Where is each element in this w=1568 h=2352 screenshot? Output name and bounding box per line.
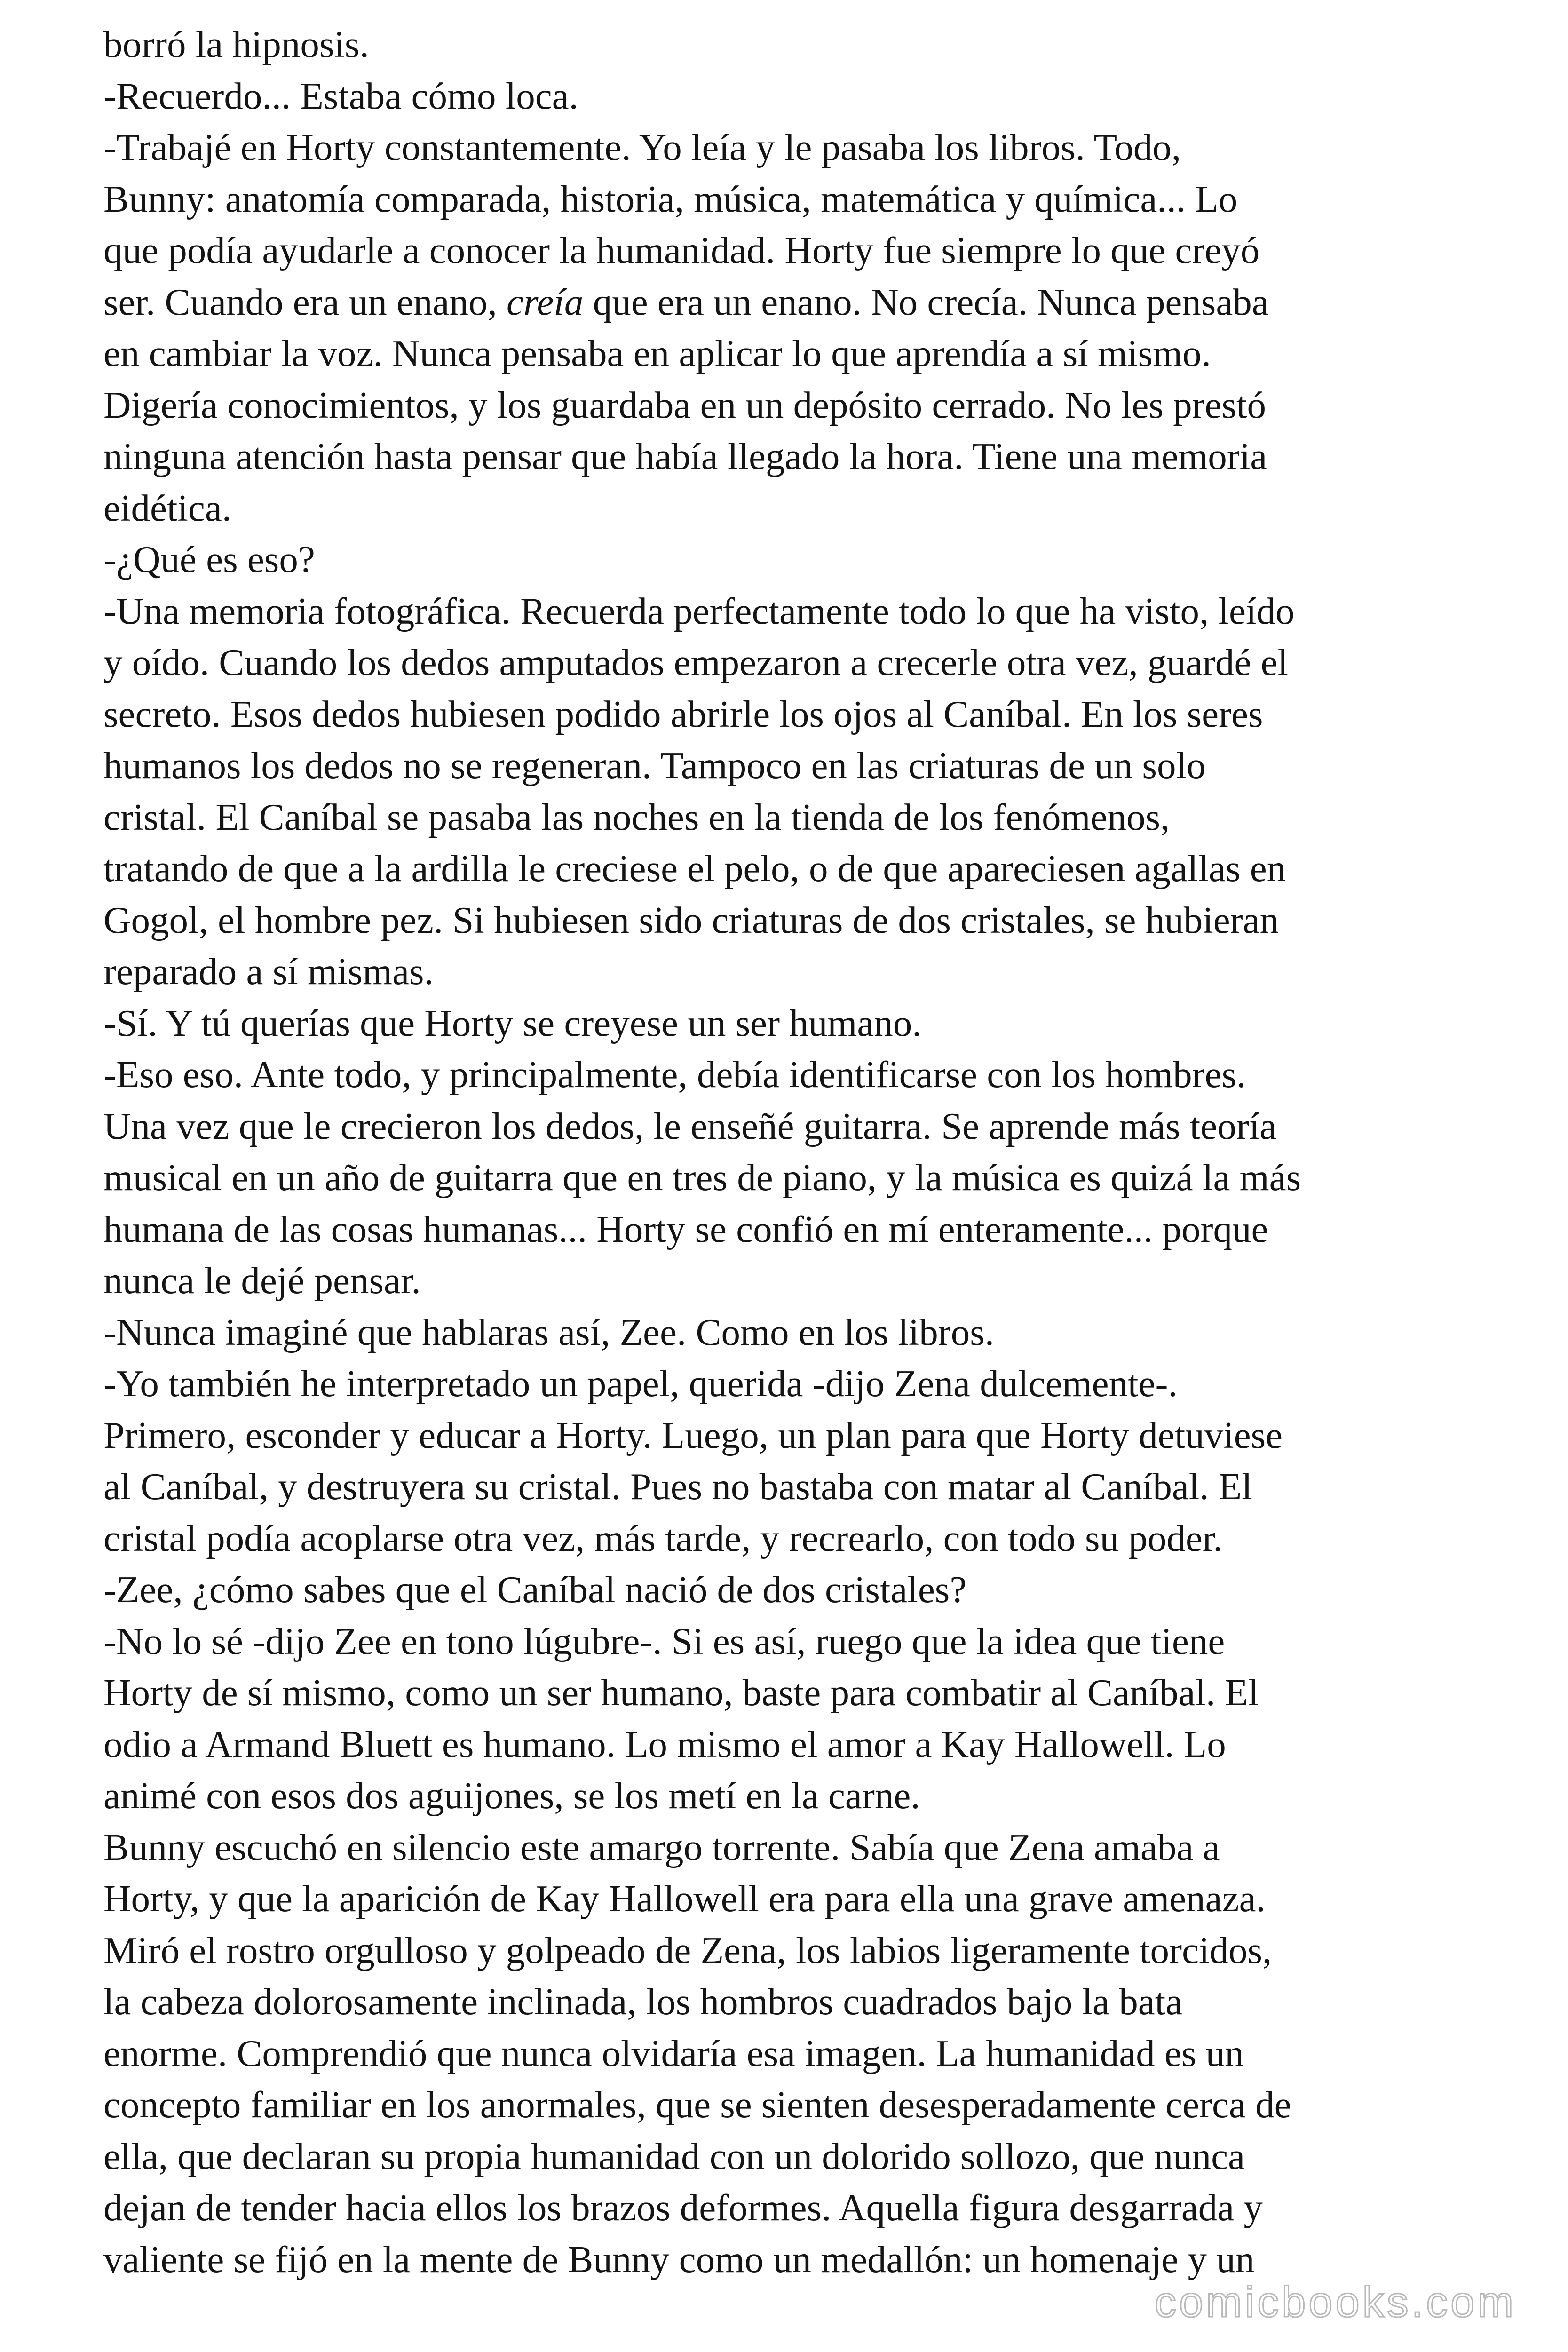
text-line: borró la hipnosis. bbox=[103, 23, 369, 65]
text-line: -Yo también he interpretado un papel, querida -dijo Zena dulcemente-. bbox=[103, 1362, 1178, 1405]
text-line: Horty de sí mismo, como un ser humano, baste para combatir al Caníbal. El bbox=[103, 1671, 1259, 1714]
text-segment: ser. Cuando era un enano, bbox=[103, 280, 507, 323]
text-segment: que era un enano. No crecía. Nunca pensaba bbox=[583, 280, 1269, 323]
text-line: -Sí. Y tú querías que Horty se creyese un ser humano. bbox=[103, 1001, 922, 1044]
text-line: -¿Qué es eso? bbox=[103, 538, 315, 580]
text-line: Bunny: anatomía comparada, historia, música, matemática y química... Lo bbox=[103, 177, 1238, 220]
text-line: -No lo sé -dijo Zee en tono lúgubre-. Si es así, ruego que la idea que tiene bbox=[103, 1620, 1225, 1662]
text-line: Digería conocimientos, y los guardaba en un depósito cerrado. No les prestó bbox=[103, 383, 1267, 426]
text-line: -Una memoria fotográfica. Recuerda perfectamente todo lo que ha visto, leído bbox=[103, 589, 1295, 632]
text-line: la cabeza dolorosamente inclinada, los hombros cuadrados bajo la bata bbox=[103, 1980, 1183, 2023]
text-line: al Caníbal, y destruyera su cristal. Pues no bastaba con matar al Caníbal. El bbox=[103, 1465, 1252, 1508]
text-line: -Recuerdo... Estaba cómo loca. bbox=[103, 74, 578, 117]
text-line: musical en un año de guitarra que en tres de piano, y la música es quizá la más bbox=[103, 1156, 1301, 1199]
text-line: ninguna atención hasta pensar que había llegado la hora. Tiene una memoria bbox=[103, 435, 1267, 477]
text-line: Una vez que le crecieron los dedos, le enseñé guitarra. Se aprende más teoría bbox=[103, 1104, 1277, 1147]
text-line: y oído. Cuando los dedos amputados empezaron a crecerle otra vez, guardé el bbox=[103, 641, 1289, 683]
text-line: Primero, esconder y educar a Horty. Luego, un plan para que Horty detuviese bbox=[103, 1414, 1283, 1456]
text-line: enorme. Comprendió que nunca olvidaría esa imagen. La humanidad es un bbox=[103, 2032, 1244, 2074]
text-line: humana de las cosas humanas... Horty se confió en mí enteramente... porque bbox=[103, 1208, 1268, 1250]
text-line: tratando de que a la ardilla le creciese el pelo, o de que apareciesen agallas en bbox=[103, 847, 1286, 890]
text-line: dejan de tender hacia ellos los brazos deformes. Aquella figura desgarrada y bbox=[103, 2186, 1263, 2229]
text-line: Miró el rostro orgulloso y golpeado de Zena, los labios ligeramente torcidos, bbox=[103, 1929, 1272, 1971]
text-line: eidética. bbox=[103, 486, 232, 529]
text-line: valiente se fijó en la mente de Bunny como un medallón: un homenaje y un bbox=[103, 2238, 1255, 2280]
text-line: nunca le dejé pensar. bbox=[103, 1259, 421, 1302]
text-line: -Nunca imaginé que hablaras así, Zee. Como en los libros. bbox=[103, 1311, 994, 1353]
text-line: secreto. Esos dedos hubiesen podido abrirle los ojos al Caníbal. En los seres bbox=[103, 692, 1263, 735]
text-line: en cambiar la voz. Nunca pensaba en aplicar lo que aprendía a sí mismo. bbox=[103, 332, 1211, 374]
text-line: odio a Armand Bluett es humano. Lo mismo el amor a Kay Hallowell. Lo bbox=[103, 1723, 1226, 1765]
text-line: humanos los dedos no se regeneran. Tampoco en las criaturas de un solo bbox=[103, 744, 1206, 787]
text-line: concepto familiar en los anormales, que se sienten desesperadamente cerca de bbox=[103, 2083, 1291, 2126]
site-watermark: comicbooks.com bbox=[1155, 2278, 1517, 2326]
text-line: animé con esos dos aguijones, se los metí en la carne. bbox=[103, 1774, 920, 1817]
text-line: -Trabajé en Horty constantemente. Yo leía y le pasaba los libros. Todo, bbox=[103, 126, 1181, 168]
text-line bbox=[103, 277, 1496, 328]
text-line: Bunny escuchó en silencio este amargo torrente. Sabía que Zena amaba a bbox=[103, 1826, 1220, 1868]
text-line: ella, que declaran su propia humanidad con un dolorido sollozo, que nunca bbox=[103, 2135, 1245, 2177]
text-line: -Eso eso. Ante todo, y principalmente, debía identificarse con los hombres. bbox=[103, 1053, 1246, 1096]
emphasized-word: creía bbox=[507, 280, 584, 323]
text-line: cristal. El Caníbal se pasaba las noches en la tienda de los fenómenos, bbox=[103, 795, 1170, 838]
text-line: -Zee, ¿cómo sabes que el Caníbal nació de dos cristales? bbox=[103, 1568, 967, 1611]
text-line: reparado a sí mismas. bbox=[103, 950, 434, 993]
text-line: Horty, y que la aparición de Kay Hallowell era para ella una grave amenaza. bbox=[103, 1877, 1266, 1920]
text-line: cristal podía acoplarse otra vez, más tarde, y recrearlo, con todo su poder. bbox=[103, 1517, 1223, 1559]
text-line: Gogol, el hombre pez. Si hubiesen sido criaturas de dos cristales, se hubieran bbox=[103, 898, 1279, 941]
book-page-text bbox=[103, 19, 1496, 2285]
text-line: que podía ayudarle a conocer la humanidad. Horty fue siempre lo que creyó bbox=[103, 229, 1260, 271]
